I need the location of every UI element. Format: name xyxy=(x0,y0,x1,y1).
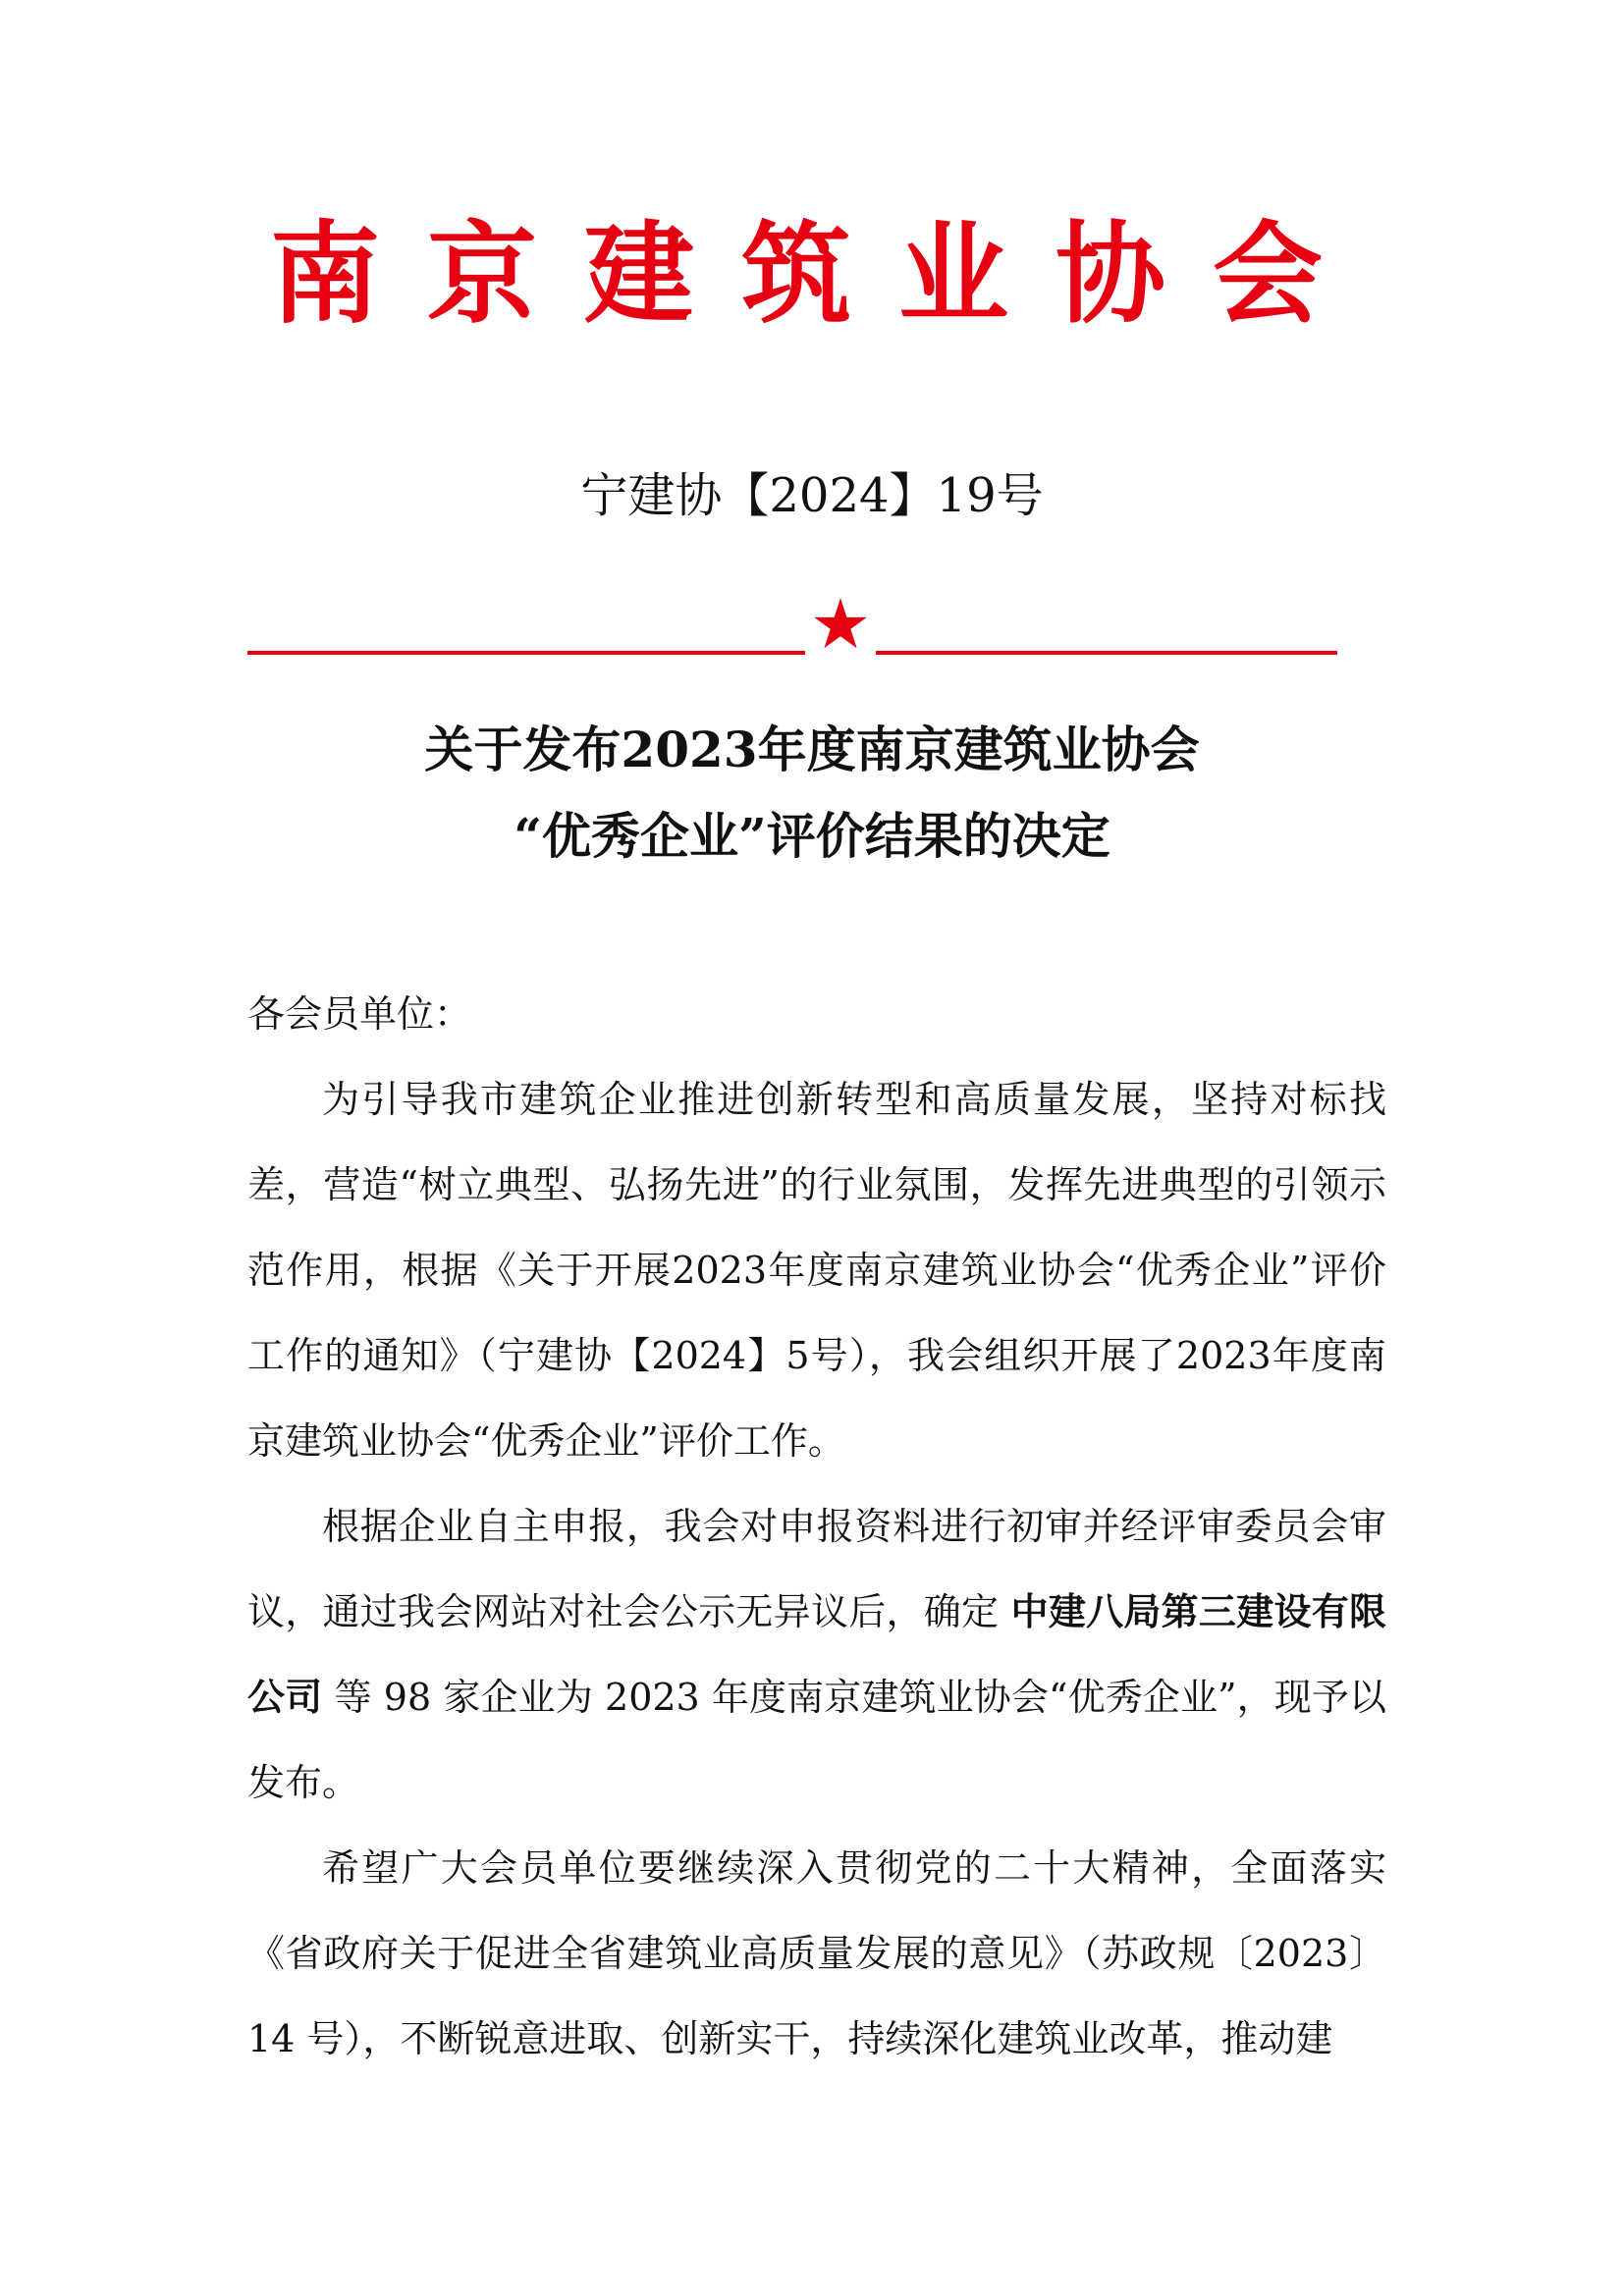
organization-name: 南京建筑业协会 xyxy=(270,211,1370,339)
salutation: 各会员单位： xyxy=(247,992,472,1036)
document-title xyxy=(0,707,1624,880)
title-line-1: 关于发布2023年度南京建筑业协会 xyxy=(424,721,1200,778)
document-number: 宁建协【2024】19号 xyxy=(580,468,1044,523)
separator-line-left xyxy=(247,651,805,655)
paragraph-2 xyxy=(247,1484,1386,1826)
title-line-2: “优秀企业”评价结果的决定 xyxy=(514,807,1110,865)
paragraph-2-lead: 根据企业自主申报，我会对申报资料进行初审并经评审委员会审议，通过我会网站对社会公示无异议后，确定 xyxy=(247,1505,1386,1633)
star-icon: ★ xyxy=(809,584,872,665)
document-body xyxy=(247,972,1386,2082)
paragraph-1: 为引导我市建筑企业推进创新转型和高质量发展，坚持对标找差，营造“树立典型、弘扬先进”的行业氛围，发挥先进典型的引领示范作用，根据《关于开展2023年度南京建筑业协会“优秀企业”评价工作的通知》（宁建协【2024】5号），我会组织开展了2023年度南京建筑业协会“优秀企业”评价工作。 xyxy=(247,1078,1386,1463)
awarded-company: 中建八局第三建设有限公司 xyxy=(247,1590,1386,1719)
paragraph-3: 希望广大会员单位要继续深入贯彻党的二十大精神，全面落实《省政府关于促进全省建筑业高质量发展的意见》（苏政规〔2023〕14 号），不断锐意进取、创新实干，持续深化建筑业改革，推动建 xyxy=(247,1846,1386,2060)
paragraph-2-tail: 等 98 家企业为 2023 年度南京建筑业协会“优秀企业”，现予以发布。 xyxy=(247,1676,1386,1804)
separator-line-right xyxy=(876,651,1337,655)
red-separator xyxy=(247,584,1337,667)
